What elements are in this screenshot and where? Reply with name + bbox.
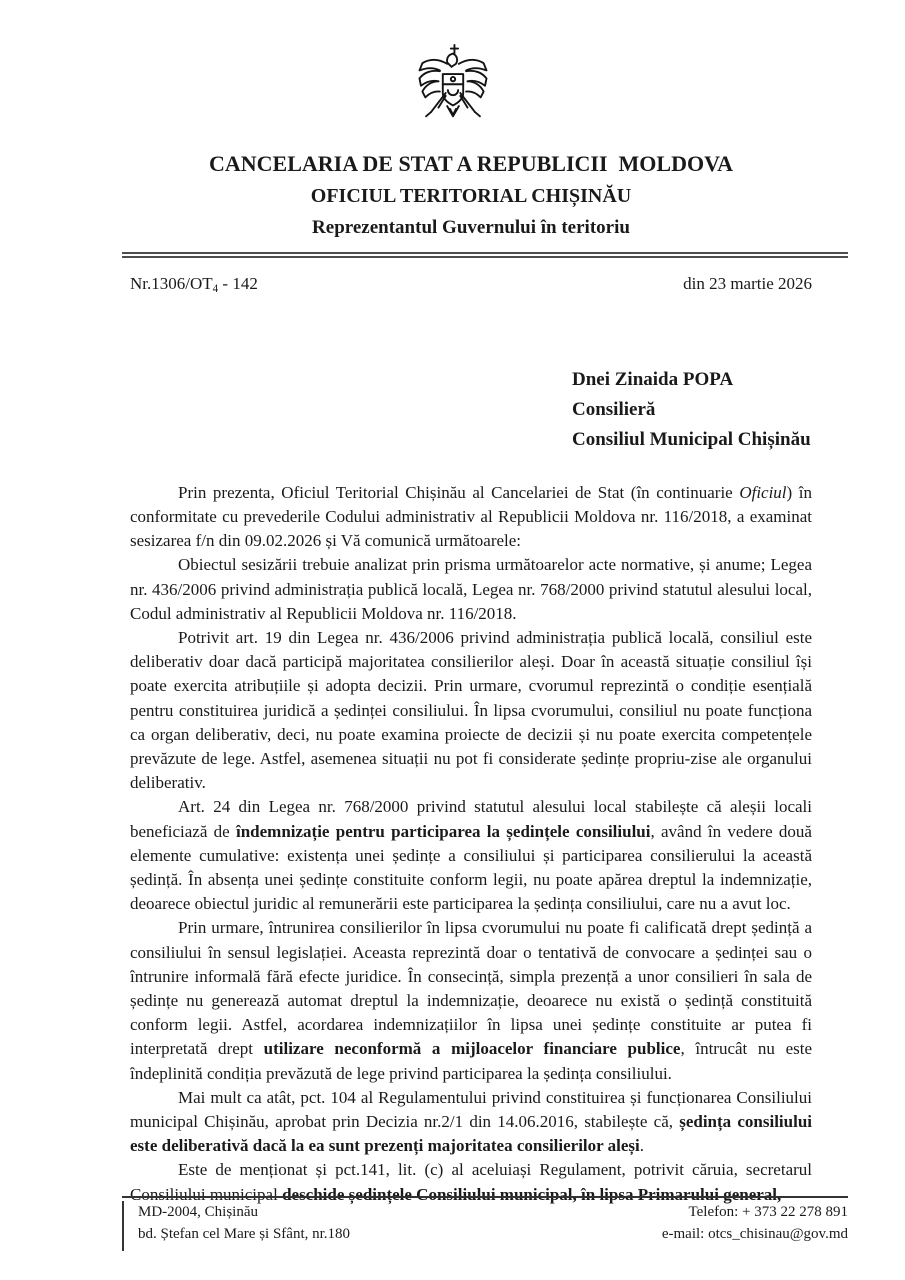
- body-paragraph: Potrivit art. 19 din Legea nr. 436/2006 privind administrația publică locală, consiliul este deliberativ doar dacă participă majoritatea consilierilor aleși. Doar în această situație consiliul își poate exercita atribuțiile și adopta decizii. Prin urmare, cvorumul reprezintă o condiție esențială pentru constituirea juridică a ședinței consiliului. În lipsa cvorumului, consiliul nu poate funcționa ca organ deliberativ, deci, nu poate examina proiecte de decizii și nu poate exercita competențele prevăzute de lege. Astfel, asemenea situații nu pot fi considerate ședințe propriu-zise ale organului deliberativ.: [130, 627, 812, 793]
- body-paragraph: Prin prezenta, Oficiul Teritorial Chișinău al Cancelariei de Stat (în continuarie Oficiul) în conformitate cu prevederile Codului administrativ al Republicii Moldova nr. 116/2018, a examinat sesizarea f/n din 09.02.2026 și Vă comunică următoarele:: [130, 482, 812, 551]
- footer-address-line1: MD-2004, Chișinău: [138, 1204, 258, 1220]
- body-paragraph: Mai mult ca atât, pct. 104 al Regulamentului privind constituirea și funcționarea Consiliului municipal Chișinău, aprobat prin Decizia nr.2/1 din 14.06.2016, stabilește că, ședința consiliului este deliberativă dacă la ea sunt prezenți majoritatea consilierilor aleși.: [130, 1087, 812, 1156]
- addressee-title: Consilieră: [572, 398, 656, 420]
- footer-email: e-mail: otcs_chisinau@gov.md: [661, 1226, 848, 1242]
- reference-number-subscript: 4: [212, 282, 219, 295]
- org-office: OFICIUL TERITORIAL CHIȘINĂU: [310, 185, 632, 207]
- letterhead: [130, 148, 812, 244]
- reference-row: [130, 272, 812, 301]
- letter-footer: [122, 1196, 848, 1251]
- footer-address-line2: bd. Ștefan cel Mare și Sfânt, nr.180: [138, 1226, 351, 1242]
- letter-body: [130, 481, 812, 1209]
- body-paragraph: Art. 24 din Legea nr. 768/2000 privind statutul alesului local stabilește că aleșii locali beneficiază de îndemnizație pentru participarea la ședințele consiliului, având în vedere două elemente cumulative: existența unei ședințe a consiliului și participarea consilierului la această ședință. În absența unei ședințe constituite conform legii, nu poate apărea dreptul la indemnizație, deoarece obiectul juridic al remunerării este participarea la ședința consiliului, care nu a avut loc.: [130, 797, 812, 914]
- body-paragraph: Prin urmare, întrunirea consilierilor în lipsa cvorumului nu poate fi calificată drept ședință a consiliului în sensul legislației. Aceasta reprezintă doar o tentativă de convocare a ședinței sau o întrunire informală fără efecte juridice. În consecință, simpla prezență a unor consilieri în sala de ședințe nu generează automat dreptul la indemnizație, deoarece nu există o ședință constituită conform legii. Astfel, acordarea indemnizațiilor în lipsa unei ședințe constituite ar putea fi interpretată drept utilizare neconformă a mijloacelor financiare publice, întrucât nu este îndeplinită condiția prevăzută de lege privind participarea la ședința consiliului.: [130, 918, 812, 1083]
- footer-address: [122, 1201, 350, 1251]
- footer-phone: Telefon: + 373 22 278 891: [688, 1204, 848, 1220]
- addressee-org: Consiliul Municipal Chișinău: [572, 428, 811, 450]
- body-paragraph: Obiectul sesizării trebuie analizat prin prisma următoarelor acte normative, și anume; Legea nr. 436/2006 privind administrația publică locală, Legea nr. 768/2000 privind statutul alesului local, Codul administrativ al Republicii Moldova nr. 116/2018.: [130, 555, 812, 623]
- moldova-coat-of-arms-icon: [405, 42, 501, 144]
- addressee-block: [572, 365, 812, 455]
- addressee-name: Dnei Zinaida POPA: [572, 368, 734, 390]
- reference-number: $Nr.1306/OT_4 - 142$: [130, 274, 258, 295]
- header-separator: [122, 252, 848, 258]
- body-paragraph: Este de menționat și pct.141, lit. (c) al aceluiași Regulament, potrivit căruia, secretarul Consiliului municipal deschide ședințele Consiliului municipal, în lipsa Primarului general,: [130, 1160, 812, 1204]
- footer-contacts: [662, 1201, 848, 1251]
- org-name: CANCELARIA DE STAT A REPUBLICII MOLDOVA: [208, 151, 734, 176]
- reference-date: din 23 martie 2026: [683, 274, 812, 293]
- org-subtitle: Reprezentantul Guvernului în teritoriu: [312, 217, 630, 238]
